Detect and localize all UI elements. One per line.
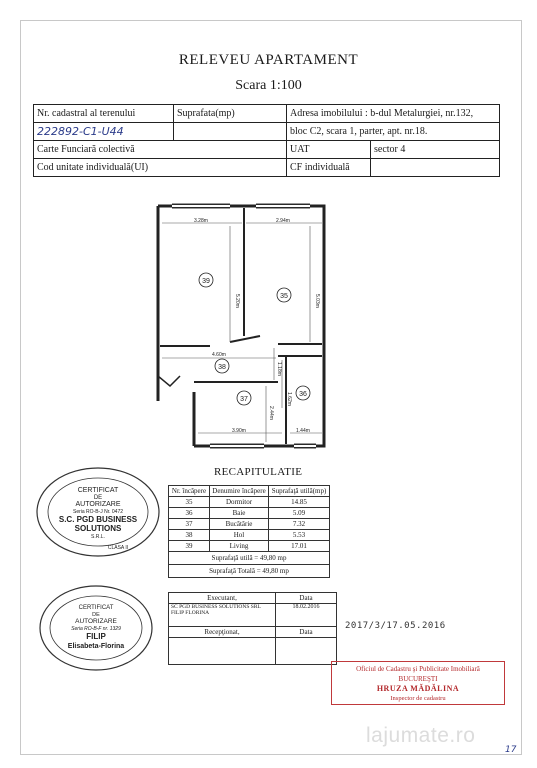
stamp-authorization-person [34,583,162,673]
recap-nr: 36 [169,508,210,519]
dim-hall-v: 1.18m [276,362,282,376]
recap-header-area: Suprafaţă utilă(mp) [269,486,330,497]
recap-name: Dormitor [210,497,269,508]
room-label-39: 39 [202,278,210,285]
room-label-38: 38 [218,364,226,371]
office-stamp-line4: Inspector de cadastru [390,695,446,702]
recap-name: Hol [210,530,269,541]
room-label-36: 36 [299,391,307,398]
office-stamp-line2: BUCUREŞTI [398,675,438,683]
recap-name: Bucătărie [210,519,269,530]
stamp1-ring: CLASA II [107,545,129,551]
recap-header-name: Denumire încăpere [210,486,269,497]
office-stamp-line3: HRUZA MĂDĂLINA [376,684,460,693]
document-title: RELEVEU APARTAMENT [178,52,359,68]
suprafata-label: Suprafata(mp) [174,105,287,123]
page-number: 17 [505,745,517,755]
executant-date: 18.02.2016 [276,604,337,627]
receptionat-date-box [276,638,337,665]
stamp2-line4: Seria RO-B-F nr. 1329 [71,626,121,632]
recap-area: 14.85 [269,497,330,508]
wall-top-right [158,206,324,356]
dim-bath-v: 1.62m [286,392,292,406]
stamp1-line4: Seria RO-B-J Nr. 0472 [72,509,124,515]
date-stamp: 2017/3/17.05.2016 [345,621,446,631]
stamp2-line2: DE [92,612,100,618]
recap-title: RECAPITULATIE [214,466,303,478]
executant-data-label: Data [276,593,337,604]
recap-nr: 37 [169,519,210,530]
executant-table [168,592,337,665]
recap-area: 5.09 [269,508,330,519]
executant-label: Executant, [169,593,276,604]
dim-left-room-v: 5.20m [234,294,240,308]
stamp-authorization-company [34,466,162,558]
document-scale: Scara 1:100 [235,78,302,93]
suprafata-empty [174,123,287,141]
cf-empty [371,159,500,177]
watermark: lajumate.ro [366,724,476,747]
table-row [169,497,330,508]
stamp1-line7: S.R.L. [91,534,105,540]
stamp1-line3: AUTORIZARE [75,501,121,508]
cod-unitate: Cod unitate individuală(UI) [34,159,287,177]
dim-top-right: 2.94m [276,218,290,224]
office-stamp [331,661,505,705]
suprafata-totala: Suprafaţă Totală = 49,80 mp [169,565,330,578]
carte-funciara: Carte Funciară colectivă [34,141,287,159]
recap-name: Living [210,541,269,552]
dim-bottom-left: 3.90m [232,428,246,434]
stamp2-line5: FILIP [86,632,106,641]
dim-hall: 4.60m [212,352,226,358]
recap-nr: 39 [169,541,210,552]
cadastral-value: 222892-C1-U44 [34,123,174,141]
info-table [33,104,500,177]
recap-area: 5.53 [269,530,330,541]
uat-label: UAT [287,141,371,159]
stamp1-line1: CERTIFICAT [77,487,119,494]
recap-nr: 35 [169,497,210,508]
dim-kitchen-v: 2.44m [268,406,274,420]
floor-plan [150,196,340,456]
executant-person: FILIP FLORINA [171,610,210,616]
dim-bottom-right: 1.44m [296,428,310,434]
room-label-35: 35 [280,293,288,300]
dim-right-room-v: 5.03m [314,294,320,308]
executant-company: SC PGD BUSINESS SOLUTIONS SRL [171,604,261,610]
receptionat-label: Recepţionat, [169,627,276,638]
table-row [169,530,330,541]
adresa-line2: bloc C2, scara 1, parter, apt. nr.18. [287,123,500,141]
executant-signature-box [169,604,276,627]
stamp1-line6: SOLUTIONS [74,524,122,533]
adresa-line1: Adresa imobilului : b-dul Metalurgiei, nr.132, [287,105,500,123]
cf-individuala: CF individuală [287,159,371,177]
suprafata-utila: Suprafaţă utilă = 49,80 mp [169,552,330,565]
room-label-37: 37 [240,396,248,403]
table-row [169,508,330,519]
receptionat-signature-box [169,638,276,665]
stamp2-line3: AUTORIZARE [75,618,117,625]
stamp1-line2: DE [93,495,103,501]
table-row [169,519,330,530]
dim-top-left: 3.28m [194,218,208,224]
stamp1-line5: S.C. PGD BUSINESS [58,515,138,524]
nr-cadastral-label: Nr. cadastral al terenului [34,105,174,123]
recap-nr: 38 [169,530,210,541]
office-stamp-line1: Oficiul de Cadastru şi Publicitate Imobiliară [356,665,480,673]
recap-area: 7.32 [269,519,330,530]
table-row [169,541,330,552]
entrance-door [158,376,180,386]
recap-name: Baie [210,508,269,519]
stamp2-line6: Elisabeta-Florina [67,643,125,650]
recap-header-nr: Nr. încăpere [169,486,210,497]
receptionat-data-label: Data [276,627,337,638]
uat-value: sector 4 [371,141,500,159]
stamp2-line1: CERTIFICAT [78,605,114,611]
wall-hall-top-mid [230,336,260,342]
recap-table [168,485,330,578]
recap-area: 17.01 [269,541,330,552]
